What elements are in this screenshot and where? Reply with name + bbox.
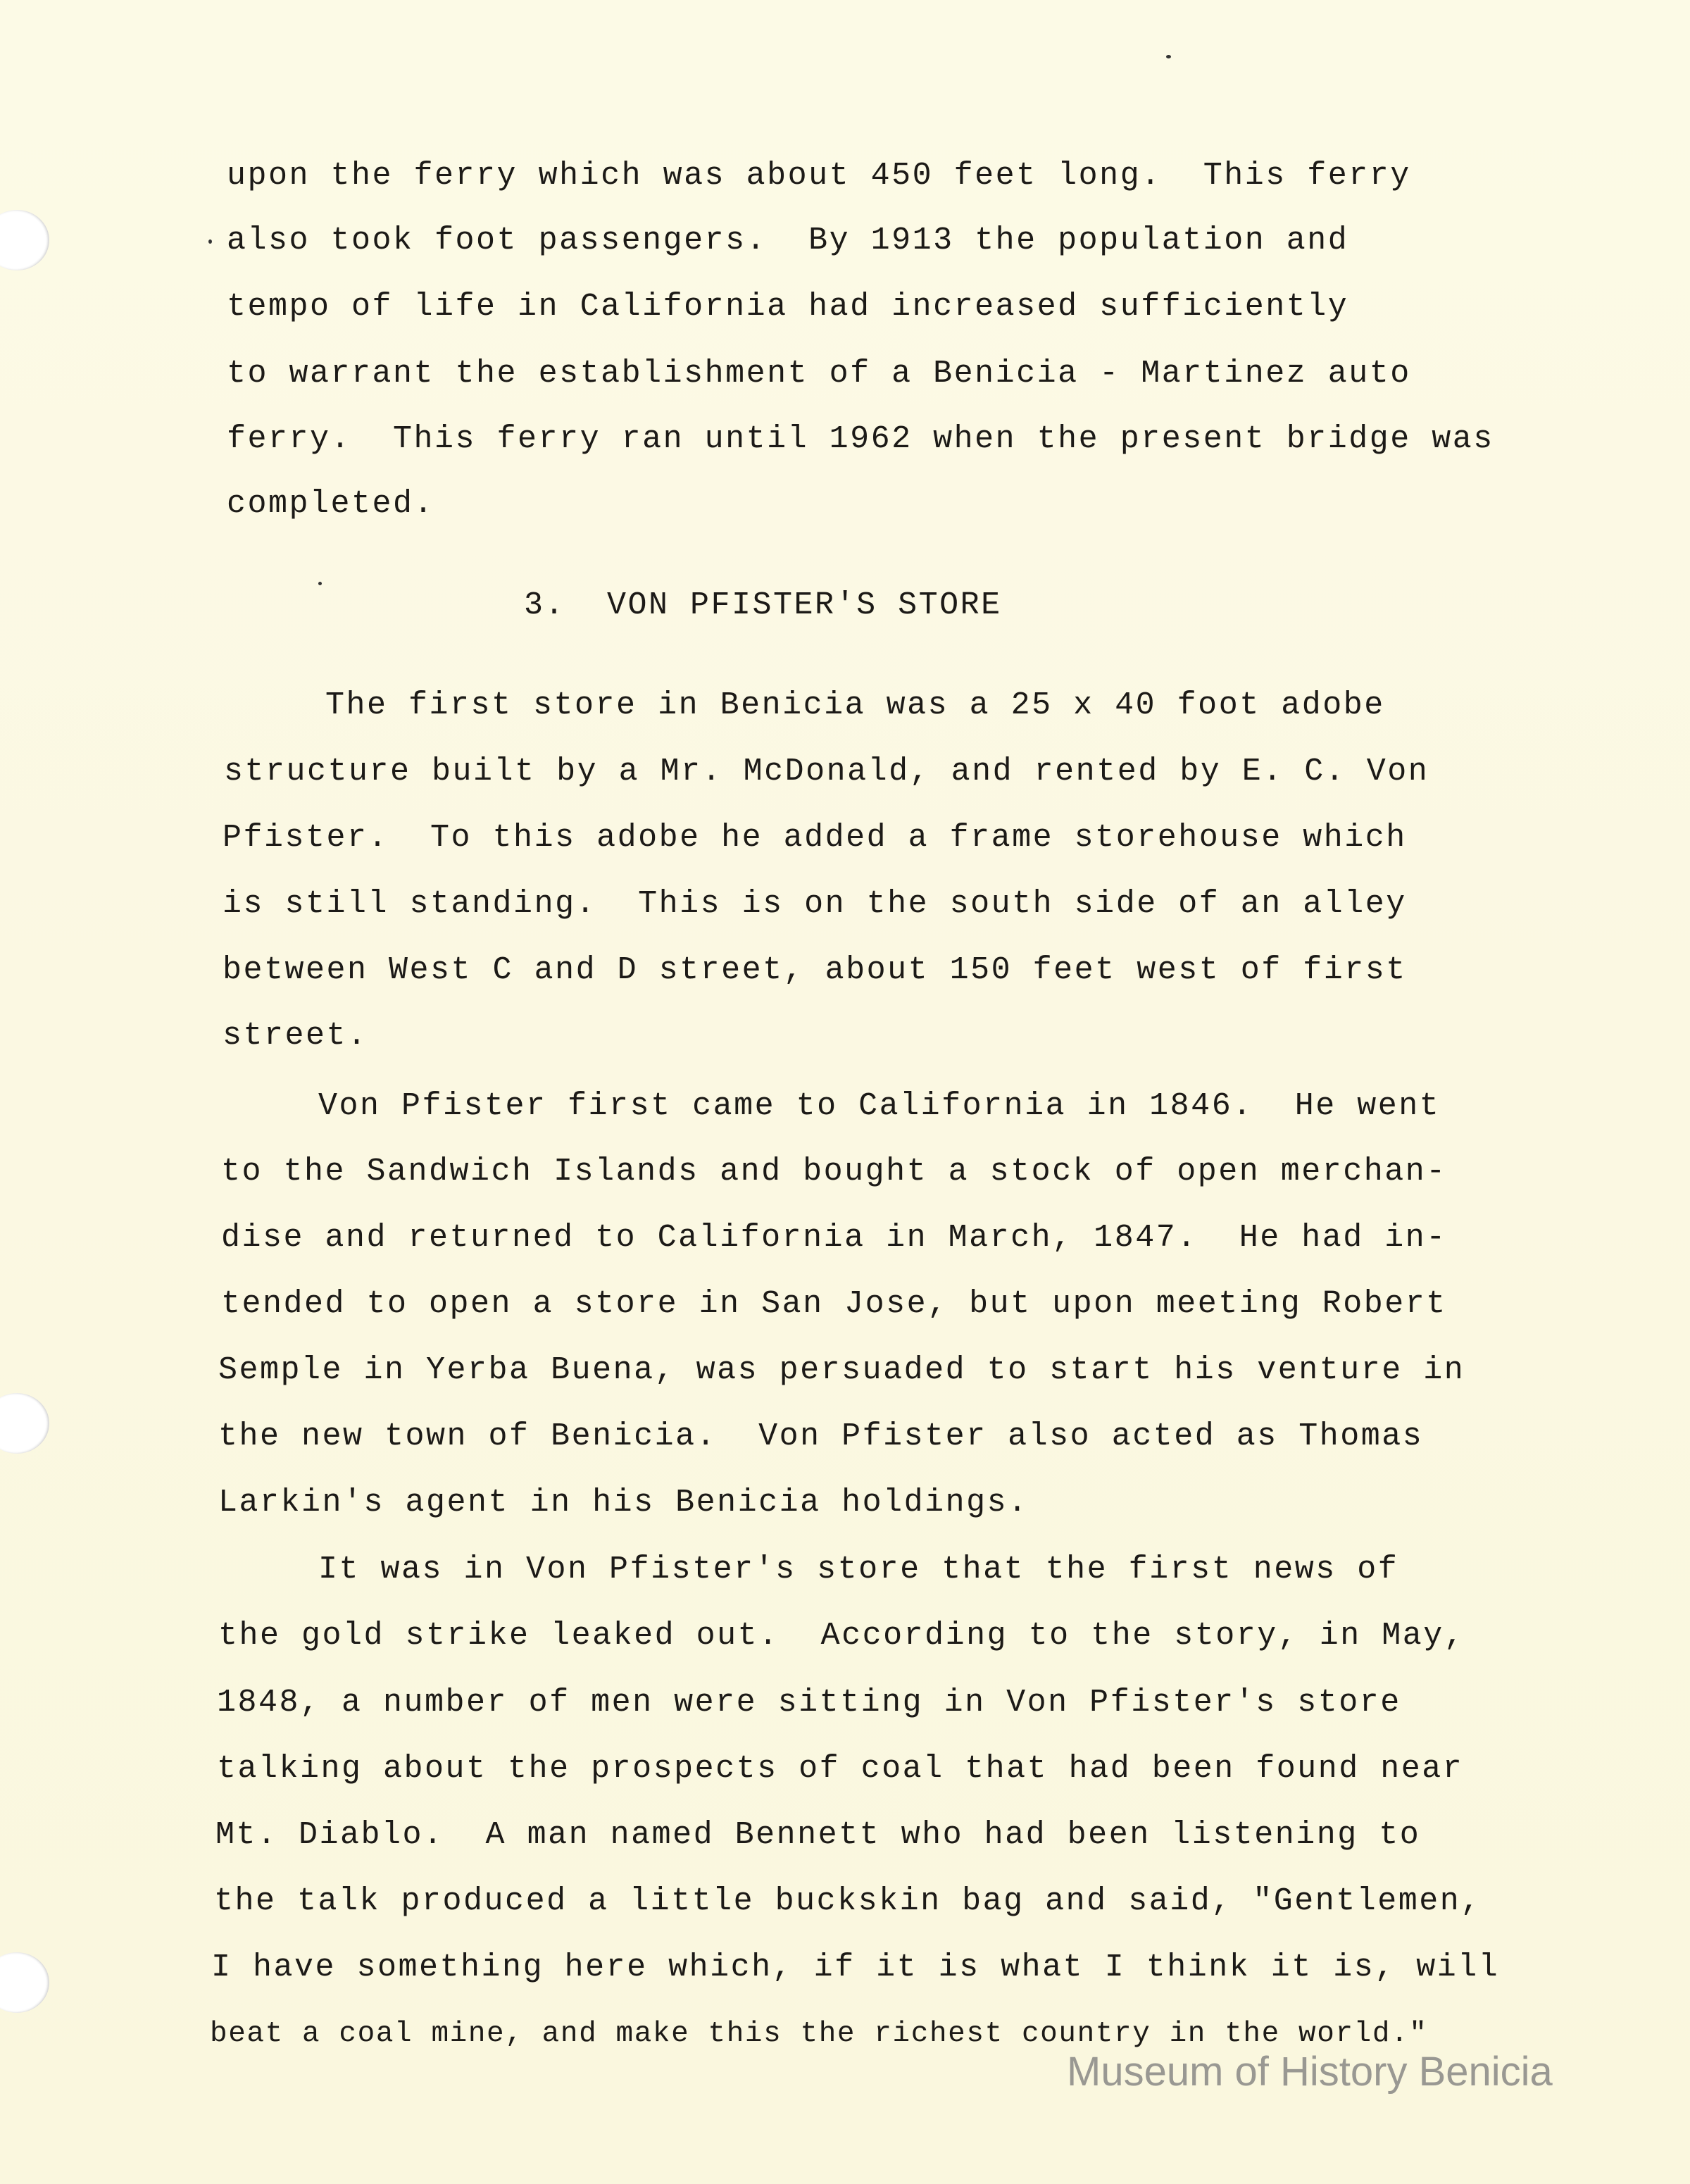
text-line: ferry. This ferry ran until 1962 when the present bridge was: [227, 421, 1494, 457]
text-line: talking about the prospects of coal that had been found near: [217, 1751, 1464, 1787]
text-line: I have something here which, if it is what I think it is, will: [211, 1949, 1500, 1985]
text-line: the new town of Benicia. Von Pfister also acted as Thomas: [218, 1418, 1424, 1454]
text-line: to warrant the establishment of a Benicia - Martinez auto: [227, 356, 1411, 392]
text-line: completed.: [227, 486, 435, 522]
text-line: to the Sandwich Islands and bought a stock of open merchan-: [221, 1154, 1447, 1190]
text-line: upon the ferry which was about 450 feet long. This ferry: [227, 158, 1411, 194]
text-line: between West C and D street, about 150 feet west of first: [223, 952, 1407, 988]
text-line: The first store in Benicia was a 25 x 40 foot adobe: [325, 687, 1385, 723]
punch-hole: [0, 210, 49, 270]
text-line: the talk produced a little buckskin bag and said, "Gentlemen,: [214, 1883, 1482, 1919]
text-line: beat a coal mine, and make this the richest country in the world.": [210, 2018, 1428, 2050]
text-line: 1848, a number of men were sitting in Von Pfister's store: [217, 1685, 1401, 1721]
text-line: tempo of life in California had increased sufficiently: [227, 289, 1349, 325]
ink-speck: [208, 239, 212, 244]
punch-hole: [0, 1393, 49, 1454]
text-line: tended to open a store in San Jose, but upon meeting Robert: [221, 1286, 1447, 1322]
text-line: Von Pfister first came to California in 1846. He went: [318, 1088, 1441, 1124]
text-line: It was in Von Pfister's store that the first news of: [318, 1552, 1399, 1587]
text-line: structure built by a Mr. McDonald, and rented by E. C. Von: [224, 754, 1429, 790]
text-line: street.: [223, 1018, 368, 1054]
museum-watermark: Museum of History Benicia: [1067, 2049, 1553, 2095]
text-line: Mt. Diablo. A man named Bennett who had been listening to: [215, 1817, 1421, 1853]
punch-hole: [0, 1952, 49, 2013]
text-line: is still standing. This is on the south side of an alley: [223, 886, 1407, 922]
text-line: dise and returned to California in March, 1847. He had in-: [221, 1220, 1447, 1256]
ink-speck: [318, 582, 322, 585]
text-line: the gold strike leaked out. According to the story, in May,: [218, 1618, 1465, 1654]
ink-speck: [1166, 55, 1171, 58]
text-line: Semple in Yerba Buena, was persuaded to start his venture in: [218, 1352, 1465, 1388]
text-line: Pfister. To this adobe he added a frame storehouse which: [223, 820, 1407, 856]
text-line: also took foot passengers. By 1913 the population and: [227, 223, 1349, 258]
text-line: Larkin's agent in his Benicia holdings.: [218, 1485, 1029, 1521]
section-heading: 3. VON PFISTER'S STORE: [524, 587, 1002, 623]
